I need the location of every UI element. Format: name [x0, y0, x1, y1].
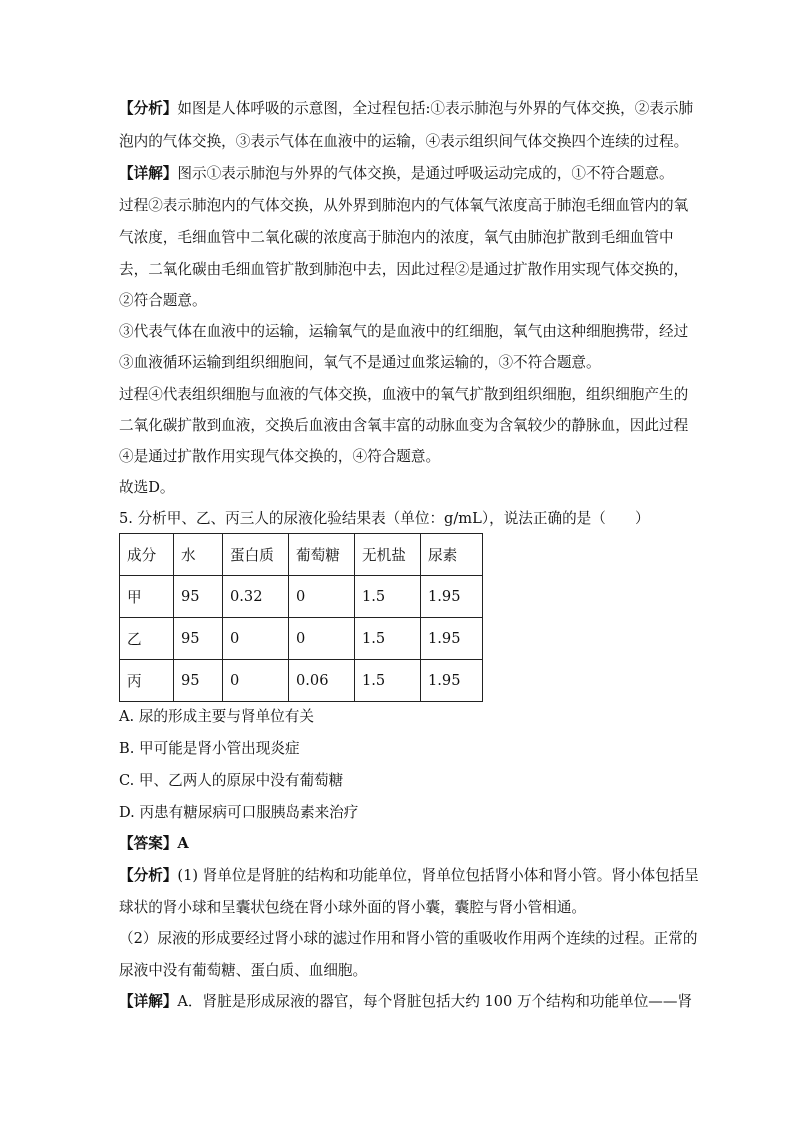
table-cell: 1.95: [421, 660, 483, 702]
option-d: D. 丙患有糖尿病可口服胰岛素来治疗: [119, 804, 359, 821]
detail-tag: 【详解】: [119, 165, 178, 182]
detail-line-10: ④是通过扩散作用实现气体交换的，④符合题意。: [119, 448, 441, 465]
table-cell: 95: [174, 618, 223, 660]
table-cell: 0: [289, 576, 355, 618]
table-cell: 95: [174, 660, 223, 702]
detail-line-6: ③代表气体在血液中的运输，运输氧气的是血液中的红细胞，氧气由这种细胞携带，经过: [119, 323, 689, 340]
detail-line-5: ②符合题意。: [119, 292, 207, 309]
table-header-cell: 蛋白质: [223, 534, 289, 576]
detail-line-7: ③血液循环运输到组织细胞间，氧气不是通过血浆运输的，③不符合题意。: [119, 354, 601, 371]
table-header-cell: 尿素: [421, 534, 483, 576]
option-b: B. 甲可能是肾小管出现炎症: [119, 740, 300, 757]
detail-line-2: 过程②表示肺泡内的气体交换，从外界到肺泡内的气体氧气浓度高于肺泡毛细血管内的氧: [119, 197, 689, 214]
analysis-paragraph-line-1: 【分析】如图是人体呼吸的示意图，全过程包括:①表示肺泡与外界的气体交换，②表示肺: [119, 100, 694, 117]
table-header-cell: 葡萄糖: [289, 534, 355, 576]
table-header-cell: 水: [174, 534, 223, 576]
table-row: [120, 618, 483, 660]
urine-test-table: [119, 533, 483, 702]
analysis-2-line-4: 尿液中没有葡萄糖、蛋白质、血细胞。: [119, 962, 368, 979]
table-cell: 1.5: [355, 576, 421, 618]
table-cell: 乙: [120, 618, 174, 660]
analysis-2-line-2: 球状的肾小球和呈囊状包绕在肾小球外面的肾小囊，囊腔与肾小管相通。: [119, 899, 587, 916]
table-cell: 95: [174, 576, 223, 618]
table-header-cell: 成分: [120, 534, 174, 576]
option-c: C. 甲、乙两人的原尿中没有葡萄糖: [119, 772, 344, 789]
detail-line-8: 过程④代表组织细胞与血液的气体交换，血液中的氧气扩散到组织细胞，组织细胞产生的: [119, 386, 689, 403]
table-cell: 丙: [120, 660, 174, 702]
detail-line-3: 气浓度，毛细血管中二氧化碳的浓度高于肺泡内的浓度，氧气由肺泡扩散到毛细血管中: [119, 229, 674, 246]
answer-line: 【答案】A: [119, 835, 189, 852]
detail-tag: 【详解】: [119, 993, 178, 1010]
table-cell: 0: [289, 618, 355, 660]
table-cell: 1.95: [421, 618, 483, 660]
table-cell: 甲: [120, 576, 174, 618]
detail-line-9: 二氧化碳扩散到血液，交换后血液由含氧丰富的动脉血变为含氧较少的静脉血，因此过程: [119, 417, 689, 434]
table-cell: 1.95: [421, 576, 483, 618]
table-header-row: [120, 534, 483, 576]
table-cell: 1.5: [355, 660, 421, 702]
detail-2-line-1: 【详解】A．肾脏是形成尿液的器官，每个肾脏包括大约 100 万个结构和功能单位——肾: [119, 993, 693, 1010]
analysis-paragraph-line-2: 泡内的气体交换，③表示气体在血液中的运输，④表示组织间气体交换四个连续的过程。: [119, 133, 689, 150]
table-cell: 1.5: [355, 618, 421, 660]
table-row: [120, 576, 483, 618]
option-a: A. 尿的形成主要与肾单位有关: [119, 708, 314, 725]
table-cell: 0: [223, 660, 289, 702]
analysis-2-line-1: 【分析】(1) 肾单位是肾脏的结构和功能单位，肾单位包括肾小体和肾小管。肾小体包括呈: [119, 867, 699, 884]
analysis-tag: 【分析】: [119, 867, 178, 884]
table-row: [120, 660, 483, 702]
question-5-stem: 5. 分析甲、乙、丙三人的尿液化验结果表（单位：g/mL），说法正确的是（ ）: [119, 510, 650, 527]
table-cell: 0.32: [223, 576, 289, 618]
detail-paragraph-line-1: 【详解】图示①表示肺泡与外界的气体交换，是通过呼吸运动完成的，①不符合题意。: [119, 165, 674, 182]
choice-statement: 故选D。: [119, 479, 175, 496]
table-cell: 0.06: [289, 660, 355, 702]
detail-line-4: 去，二氧化碳由毛细血管扩散到肺泡中去，因此过程②是通过扩散作用实现气体交换的，: [119, 261, 689, 278]
analysis-2-line-3: （2）尿液的形成要经过肾小球的滤过作用和肾小管的重吸收作用两个连续的过程。正常的: [119, 930, 698, 947]
analysis-tag: 【分析】: [119, 100, 178, 117]
table-header-cell: 无机盐: [355, 534, 421, 576]
table-cell: 0: [223, 618, 289, 660]
